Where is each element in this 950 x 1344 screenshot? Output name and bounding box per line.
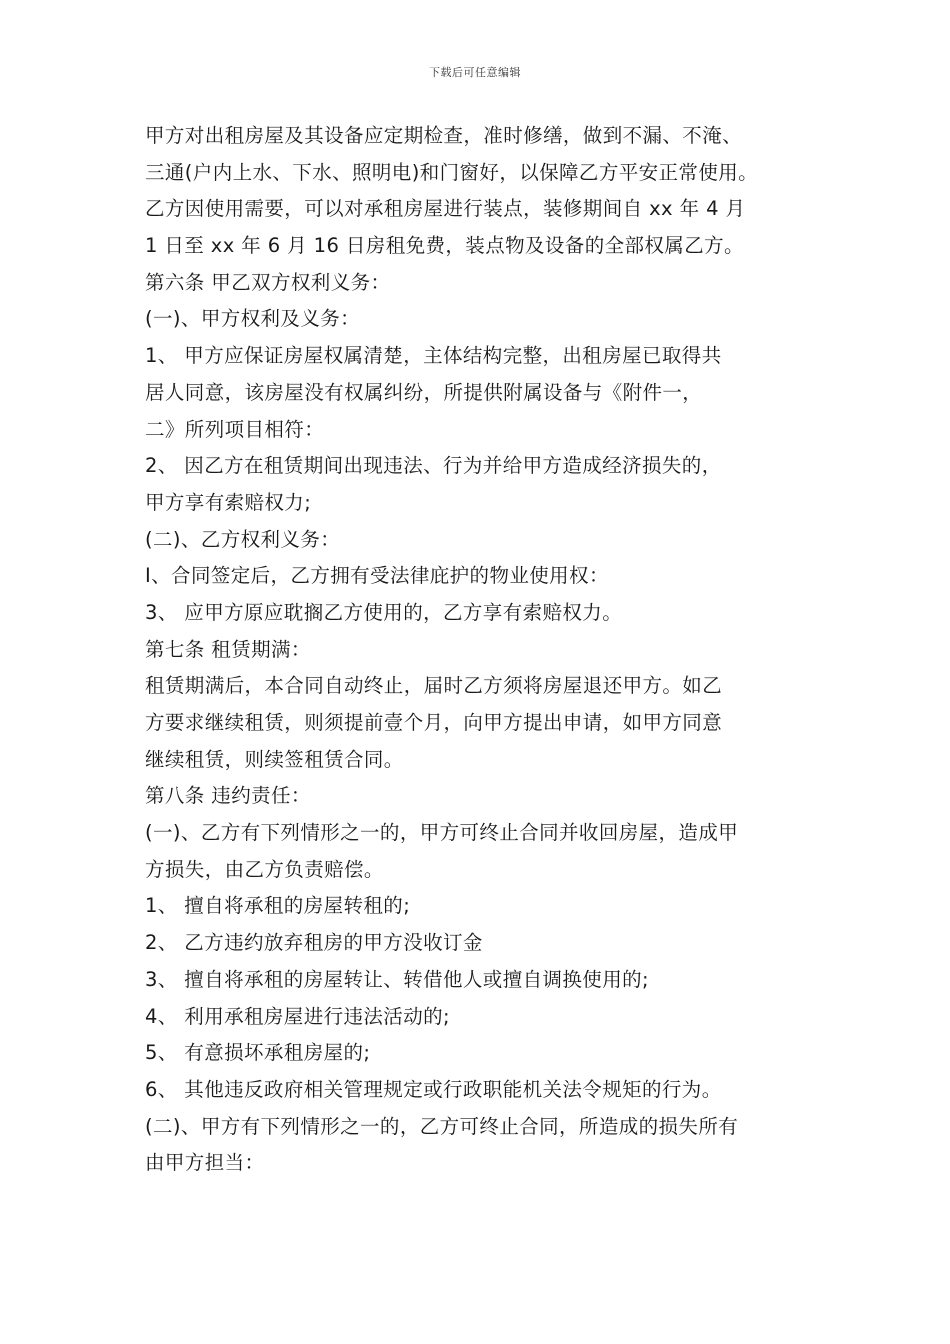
list-item: 5、 有意损坏承租房屋的; xyxy=(145,1041,371,1065)
text-line: 居人同意，该房屋没有权属纠纷，所提供附属设备与《附件一， xyxy=(145,380,703,404)
text-line: 三通(户内上水、下水、照明电)和门窗好，以保障乙方平安正常使用。 xyxy=(145,160,759,184)
text-line: 继续租赁，则续签租赁合同。 xyxy=(145,747,404,771)
text-line: 方损失，由乙方负责赔偿。 xyxy=(145,857,384,881)
text-line: 二》所列项目相符： xyxy=(145,417,325,441)
text-line: 乙方因使用需要，可以对承租房屋进行装点，装修期间自 xx 年 4 月 xyxy=(145,197,746,221)
text-line: 2、 因乙方在租赁期间出现违法、行为并给甲方造成经济损失的， xyxy=(145,454,722,478)
page-header: 下载后可任意编辑 xyxy=(429,66,521,79)
article-heading: 第六条 甲乙双方权利义务： xyxy=(145,270,391,294)
list-item: 3、 擅自将承租的房屋转让、转借他人或擅自调换使用的; xyxy=(145,967,649,991)
article-heading: 第八条 违约责任： xyxy=(145,784,311,808)
text-line: 1、 甲方应保证房屋权属清楚，主体结构完整，出租房屋已取得共 xyxy=(145,344,722,368)
text-line: 3、 应甲方原应耽搁乙方使用的，乙方享有索赔权力。 xyxy=(145,600,623,624)
text-line: I、合同签定后，乙方拥有受法律庇护的物业使用权： xyxy=(145,564,609,588)
article-heading: 第七条 租赁期满： xyxy=(145,637,311,661)
list-item: 2、 乙方违约放弃租房的甲方没收订金 xyxy=(145,931,483,955)
section-heading: (一)、甲方权利及义务： xyxy=(145,307,361,331)
text-line: 甲方享有索赔权力; xyxy=(145,490,312,514)
section-heading: (二)、甲方有下列情形之一的，乙方可终止合同，所造成的损失所有 xyxy=(145,1114,739,1138)
list-item: 4、 利用承租房屋进行违法活动的; xyxy=(145,1004,450,1028)
list-item: 6、 其他违反政府相关管理规定或行政职能机关法令规矩的行为。 xyxy=(145,1077,722,1101)
section-heading: (二)、乙方权利义务： xyxy=(145,527,341,551)
list-item: 1、 擅自将承租的房屋转租的; xyxy=(145,894,411,918)
text-line: 1 日至 xx 年 6 月 16 日房租免费，装点物及设备的全部权属乙方。 xyxy=(145,234,744,258)
text-line: 租赁期满后，本合同自动终止，届时乙方须将房屋退还甲方。如乙 xyxy=(145,674,723,698)
document-body xyxy=(145,118,825,1182)
text-line: 甲方对出租房屋及其设备应定期检查，准时修缮，做到不漏、不淹、 xyxy=(145,124,743,147)
text-line: 由甲方担当： xyxy=(145,1151,265,1175)
text-line: 方要求继续租赁，则须提前壹个月，向甲方提出申请，如甲方同意 xyxy=(145,711,723,734)
section-heading: (一)、乙方有下列情形之一的，甲方可终止合同并收回房屋，造成甲 xyxy=(145,821,739,845)
